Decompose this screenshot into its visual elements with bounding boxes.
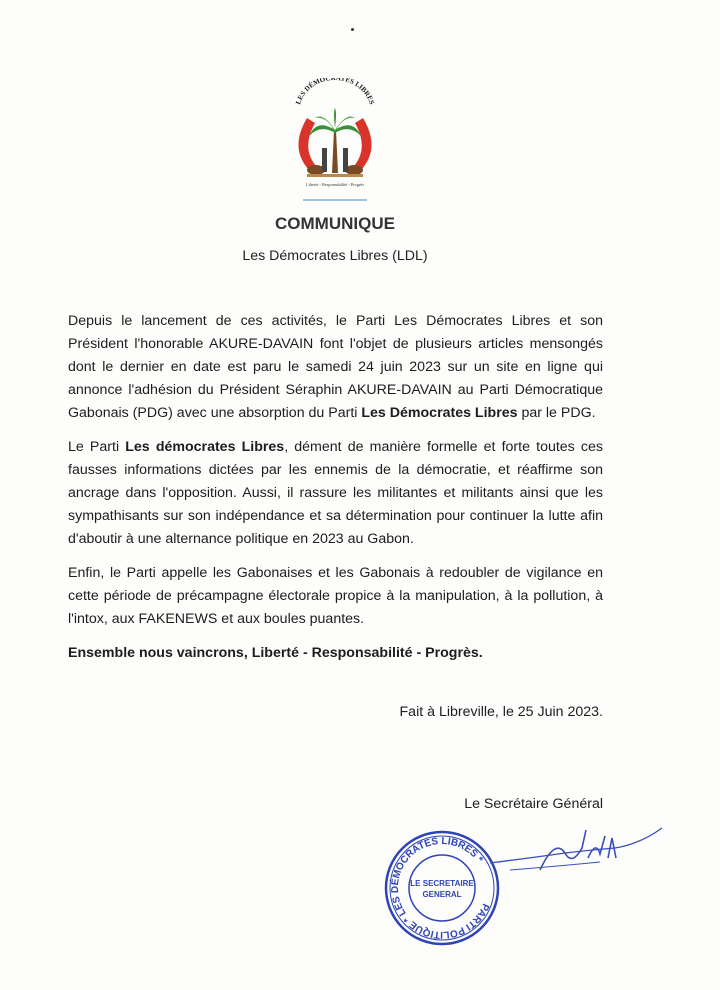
handwritten-signature: [470, 818, 670, 888]
paragraph-3: Enfin, le Parti appelle les Gabonaises et les Gabonais à redoubler de vigilance en cette période de précampagne électorale propice à la manipulation, à la pollution, à l'intox, aux FAKENEWS et aux boules puantes.: [68, 565, 603, 627]
logo-arc-text: LES DÉMOCRATES LIBRES: [294, 78, 376, 106]
svg-text:LES DÉMOCRATES LIBRES: [294, 78, 376, 106]
scan-speck: [351, 28, 354, 31]
logo-tagline: Liberté - Responsabilité - Progrès: [306, 182, 364, 187]
stamp-inner-line2: GENERAL: [422, 890, 462, 899]
palm-tree-emblem-icon: [285, 78, 385, 203]
party-logo: [285, 78, 385, 203]
motto: Ensemble nous vaincrons, Liberté - Responsabilité - Progrès.: [68, 645, 483, 661]
paragraph-2: Le Parti Les démocrates Libres, dément de manière formelle et forte toutes ces fausses informations dictées par les ennemis de la démocratie, et réaffirme son ancrage dans l'opposition. Aussi, il rassure les militantes et militants ainsi que les sympathisants sur son indépendance et sa détermination pour continuer la lutte afin d'aboutir à une alternance politique en 2023 au Gabon.: [68, 439, 603, 547]
stamp-outer-text: PARTI POLITIQUE * LES DÉMOCRATES LIBRES *: [389, 835, 491, 941]
stamp-inner-line1: LE SECRETAIRE: [410, 879, 474, 888]
place-date: Fait à Libreville, le 25 Juin 2023.: [399, 704, 603, 720]
page-subtitle: Les Démocrates Libres (LDL): [242, 248, 428, 264]
page-title: COMMUNIQUE: [275, 214, 395, 233]
paragraph-1: Depuis le lancement de ces activités, le Parti Les Démocrates Libres et son Président l'honorable AKURE-DAVAIN font l'objet de plusieurs articles mensongés dont le dernier en date est paru le samedi 24 juin 2023 sur un site en ligne qui annonce l'adhésion du Président Séraphin AKURE-DAVAIN au Parti Démocratique Gabonais (PDG) avec une absorption du Parti Les Démocrates Libres par le PDG.: [68, 313, 603, 421]
communique-body: [68, 310, 603, 676]
signer-title: Le Secrétaire Général: [464, 796, 603, 812]
